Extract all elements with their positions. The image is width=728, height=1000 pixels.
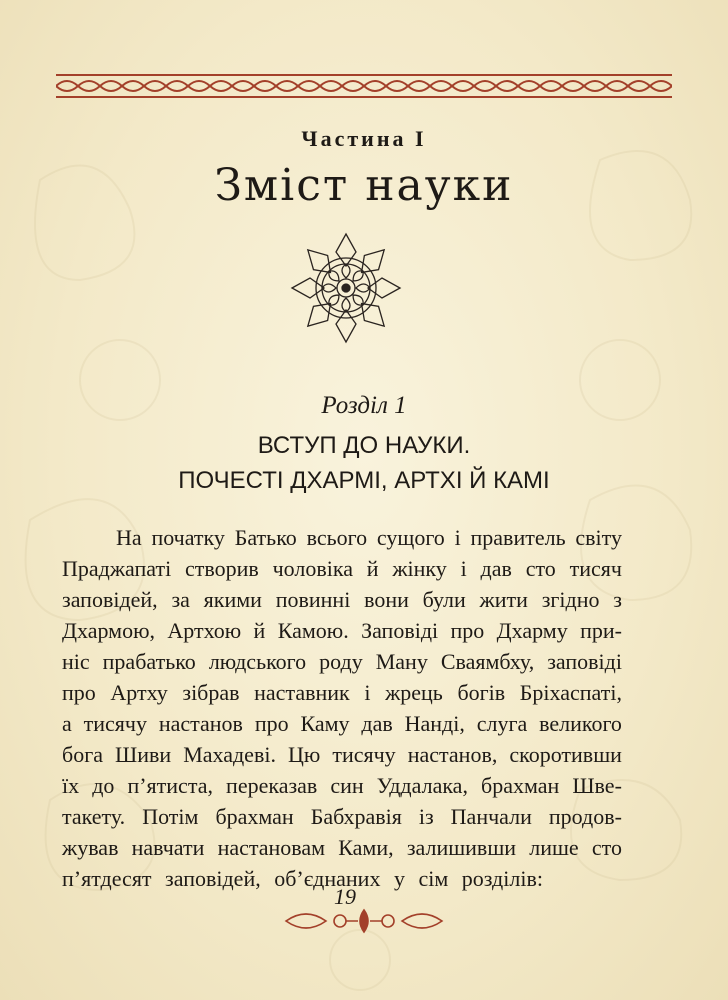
body-line: їх до п’ятиста, переказав син Уддалака, брахман Шве- bbox=[62, 773, 622, 798]
body-line: бога Шиви Махадеві. Цю тисячу настанов, скоротивши bbox=[62, 742, 622, 767]
chapter-title bbox=[0, 428, 728, 498]
chapter-title-line-2: ПОЧЕСТІ ДХАРМІ, АРТХІ Й КАМІ bbox=[178, 467, 550, 494]
body-line: жував навчати настановам Ками, залишивши лише сто bbox=[62, 835, 622, 860]
body-line: На початку Батько всього сущого і правитель світу bbox=[116, 525, 622, 550]
part-title: Зміст науки bbox=[214, 160, 514, 211]
body-line: ніс прабатько людського роду Ману Сваямбху, заповіді bbox=[62, 649, 622, 674]
body-line: п’ятдесят заповідей, об’єднаних у сім розділів: bbox=[62, 866, 543, 891]
body-line: такету. Потім брахман Бабхравія із Панчали продов- bbox=[62, 804, 622, 829]
part-label: Частина І bbox=[301, 126, 427, 151]
body-line: Праджапаті створив чоловіка й жінку і дав сто тисяч bbox=[62, 556, 622, 581]
top-ornamental-border bbox=[56, 72, 672, 100]
mandala-ornament-icon bbox=[290, 232, 402, 344]
body-line: Дхармою, Артхою й Камою. Заповіді про Дхарму при- bbox=[62, 618, 622, 643]
chapter-label: Розділ 1 bbox=[321, 392, 407, 419]
body-line: про Артху зібрав наставник і жрець богів Бріхаспаті, bbox=[62, 680, 622, 705]
chapter-title-line-1: ВСТУП ДО НАУКИ. bbox=[257, 432, 471, 459]
body-paragraph bbox=[62, 522, 622, 894]
body-line: а тисячу настанов про Каму дав Нанді, слуга великого bbox=[62, 711, 622, 736]
body-line: заповідей, за якими повинні вони були жити згідно з bbox=[62, 587, 622, 612]
page-number: 19 bbox=[334, 884, 356, 909]
footer-floral-ornament-icon bbox=[282, 906, 446, 936]
